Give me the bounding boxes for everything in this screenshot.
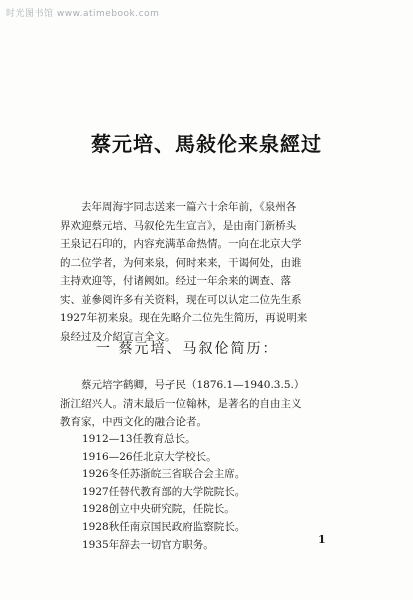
intro-line: 主持欢迎等，付诸阙如。经过一年余来的调查、落 [60, 275, 291, 287]
career-item: 1935年辞去一切官方职务。 [82, 538, 214, 551]
career-item: 1928创立中央研究院，任院长。 [82, 503, 235, 516]
bio-line: 教育家，中西文化的融合论者。 [60, 416, 207, 428]
section-heading: 一 蔡元培、马叙伦简历： [96, 341, 279, 357]
watermark: 时光图书馆 www.atimebook.com [6, 9, 160, 19]
intro-line: 泉经过及介紹宣言全文。 [60, 330, 176, 343]
bio-paragraph [60, 376, 360, 432]
career-item: 1916—26任北京大学校长。 [82, 450, 217, 463]
career-item: 1926冬任苏浙皖三省联合会主席。 [82, 468, 246, 481]
intro-line: 1927年初来泉。现在先略介二位先生简历，再说明来 [60, 312, 308, 324]
career-item: 1927任替代教育部的大学院院长。 [82, 485, 246, 498]
career-list [82, 431, 245, 554]
intro-line: 界欢迎蔡元培、马叙伦先生宣言》，是由南门新桥头 [60, 219, 297, 232]
intro-line: 王泉记石印的，内容充满革命热情。一向在北京大学 [60, 238, 302, 250]
intro-line: 的二位学者，为何来泉，何时来来，干谒何处，由谁 [60, 256, 302, 269]
intro-paragraph [60, 198, 360, 346]
intro-line: 实、並參阅许多有关资料，现在可以认定二位先生系 [60, 293, 302, 306]
article-title: 蔡元培、馬敍伦来泉經过 [91, 132, 322, 156]
page-number: 1 [318, 533, 326, 546]
bio-line: 浙江绍兴人。清末最后一位翰林，是著名的自由主义 [60, 397, 302, 410]
intro-line: 去年周海宇同志送来一篇六十余年前，《泉州各 [81, 201, 297, 213]
bio-line: 蔡元培字鹤卿，号孑民（1876.1—1940.3.5.） [81, 379, 305, 391]
career-item: 1912—13任教育总长。 [82, 433, 196, 445]
career-item: 1928秋任南京国民政府监察院长。 [82, 520, 246, 533]
